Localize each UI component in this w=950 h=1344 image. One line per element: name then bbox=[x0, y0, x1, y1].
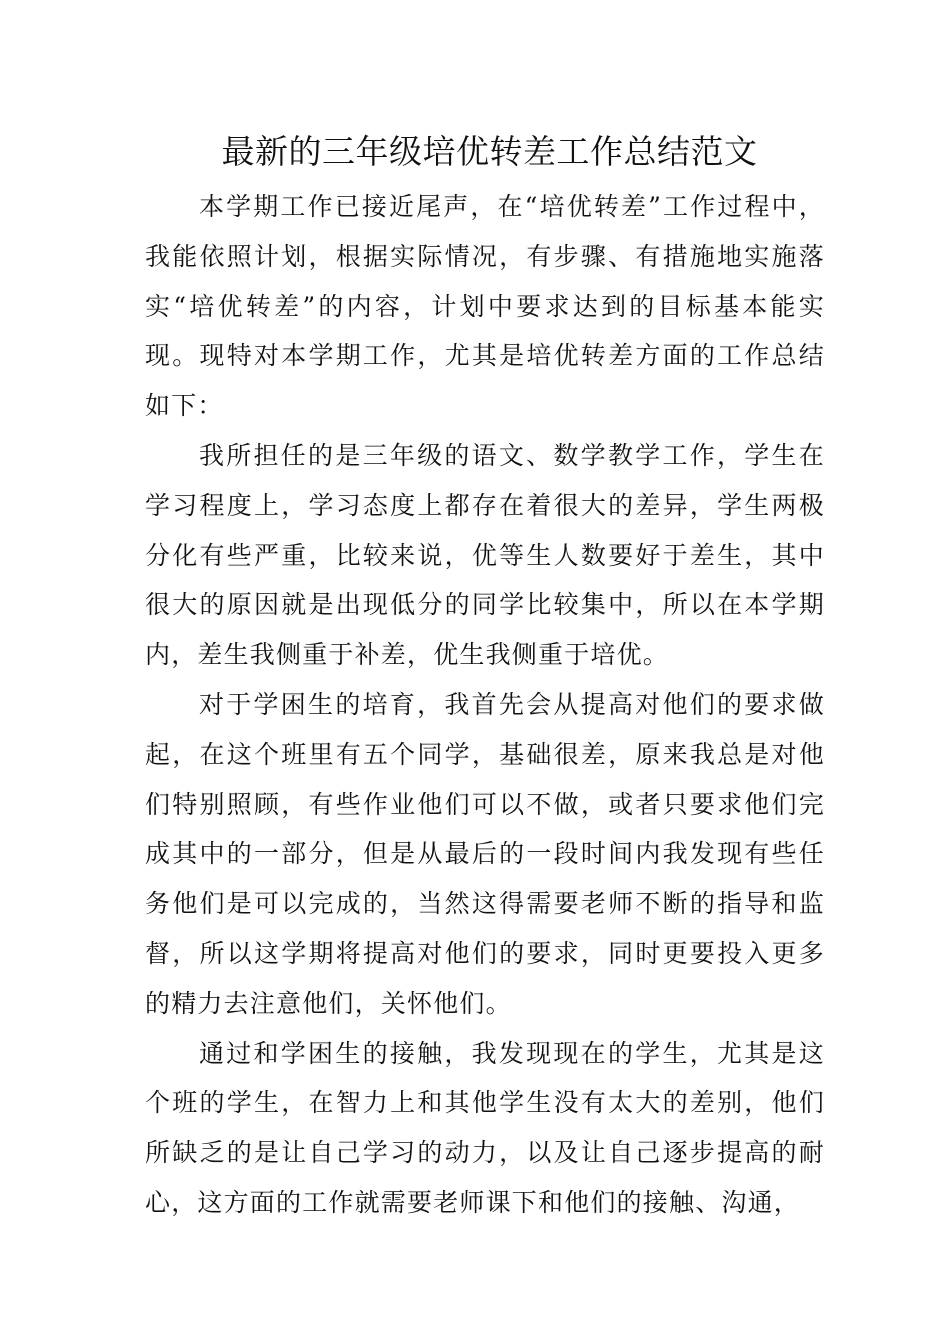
paragraph-1: 本学期工作已接近尾声，在“培优转差”工作过程中，我能依照计划，根据实际情况，有步骤、有措施地实施落实“培优转差”的内容，计划中要求达到的目标基本能实现。现特对本学期工作，尤其是培优转差方面的工作总结如下： bbox=[145, 192, 825, 421]
paragraph-2: 我所担任的是三年级的语文、数学教学工作，学生在学习程度上，学习态度上都存在着很大的差异，学生两极分化有些严重，比较来说，优等生人数要好于差生，其中很大的原因就是出现低分的同学比较集中，所以在本学期内，差生我侧重于补差，优生我侧重于培优。 bbox=[145, 440, 825, 670]
paragraph-3: 对于学困生的培育，我首先会从提高对他们的要求做起，在这个班里有五个同学，基础很差，原来我总是对他们特别照顾，有些作业他们可以不做，或者只要求他们完成其中的一部分，但是从最后的一段时间内我发现有些任务他们是可以完成的，当然这得需要老师不断的指导和监督，所以这学期将提高对他们的要求，同时更要投入更多的精力去注意他们，关怀他们。 bbox=[145, 689, 825, 1018]
paragraph-4: 通过和学困生的接触，我发现现在的学生，尤其是这个班的学生，在智力上和其他学生没有太大的差别，他们所缺乏的是让自己学习的动力，以及让自己逐步提高的耐心，这方面的工作就需要老师课下和他们的接触、沟通， bbox=[145, 1038, 825, 1217]
document-title: 最新的三年级培优转差工作总结范文 bbox=[221, 132, 758, 171]
